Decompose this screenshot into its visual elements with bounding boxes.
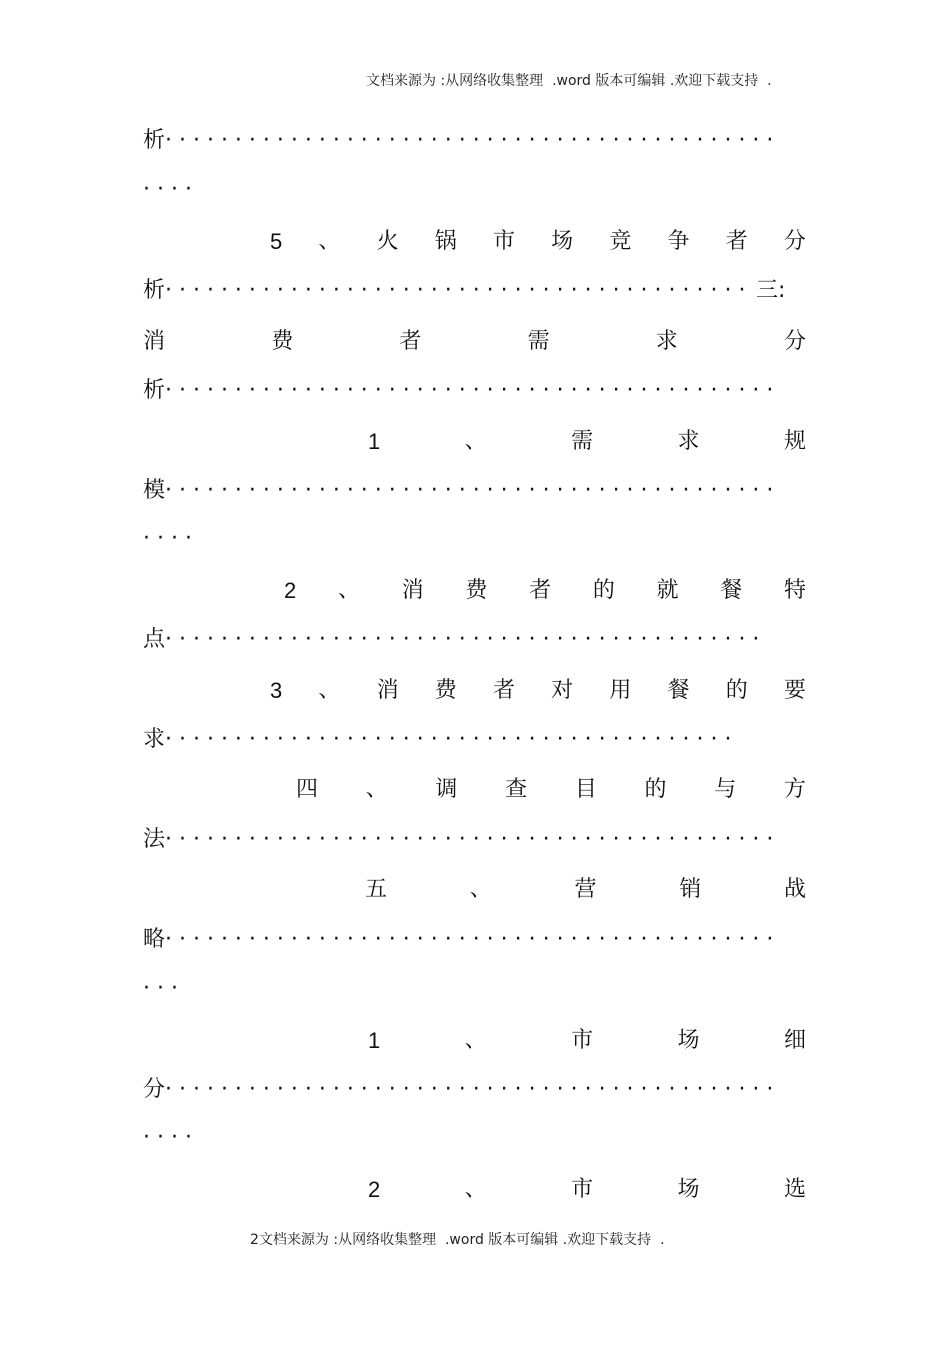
toc-char: 五	[365, 877, 388, 902]
toc-char: 求	[677, 429, 700, 454]
toc-char: 、	[464, 1028, 487, 1053]
toc-line: · · · ·	[143, 1125, 192, 1150]
toc-char: 消	[401, 578, 424, 603]
toc-char: 与	[714, 777, 737, 802]
toc-char: 求	[655, 329, 678, 354]
toc-char: 竞	[609, 229, 632, 254]
toc-char: 、	[318, 229, 341, 254]
toc-char: 的	[592, 578, 615, 603]
toc-line: 析· · · · · · · · · · · · · · · · · · · · · · · · · · · · · · · · · · · · · · · · · · · ·	[143, 378, 774, 403]
toc-char: 需	[571, 429, 594, 454]
toc-line: · · · ·	[143, 177, 192, 202]
toc-char: 者	[725, 229, 748, 254]
toc-char: 费	[434, 678, 457, 703]
toc-line: 求· · · · · · · · · · · · · · · · · · · · · · · · · · · · · · · · · · · · · · · · ·	[143, 727, 732, 752]
toc-line: 模· · · · · · · · · · · · · · · · · · · · · · · · · · · · · · · · · · · · · · · · · · · ·	[143, 478, 774, 503]
toc-char: 场	[677, 1028, 700, 1053]
toc-char: 场	[551, 229, 574, 254]
toc-char: 2	[368, 1177, 381, 1202]
toc-heading-dining-features	[284, 577, 806, 605]
toc-char: 消	[376, 678, 399, 703]
toc-char: 特	[783, 578, 806, 603]
toc-heading-market-segmentation	[368, 1027, 806, 1055]
toc-char: 5	[270, 229, 283, 254]
toc-char: 场	[677, 1177, 700, 1202]
toc-char: 营	[574, 877, 597, 902]
toc-char: 查	[505, 777, 528, 802]
toc-line: 点· · · · · · · · · · · · · · · · · · · · · · · · · · · · · · · · · · · · · · · · · · ·	[143, 627, 760, 652]
toc-line-tail: 三:	[756, 278, 786, 303]
toc-char: 2	[284, 578, 297, 603]
toc-char: 消	[143, 329, 166, 354]
toc-char: 四	[296, 777, 319, 802]
toc-char: 战	[783, 877, 806, 902]
toc-char: 目	[574, 777, 597, 802]
toc-char: 火	[376, 229, 399, 254]
toc-char: 选	[783, 1177, 806, 1202]
toc-heading-competitor-analysis	[270, 228, 806, 256]
toc-heading-demand-scale	[368, 428, 806, 456]
toc-line: 略· · · · · · · · · · · · · · · · · · · · · · · · · · · · · · · · · · · · · · · · · · · ·	[143, 927, 774, 952]
toc-char: 的	[725, 678, 748, 703]
toc-char: 销	[679, 877, 702, 902]
toc-char: 细	[783, 1028, 806, 1053]
toc-char: 费	[271, 329, 294, 354]
toc-char: 的	[644, 777, 667, 802]
toc-char: 分	[783, 229, 806, 254]
page-header: 文档来源为 :从网络收集整理 .word 版本可编辑 .欢迎下载支持 .	[366, 73, 772, 89]
toc-char: 要	[783, 678, 806, 703]
toc-char: 规	[783, 429, 806, 454]
toc-char: 者	[399, 329, 422, 354]
toc-line: 析· · · · · · · · · · · · · · · · · · · · · · · · · · · · · · · · · · · · · · · · · ·	[143, 278, 746, 303]
toc-char: 用	[609, 678, 632, 703]
toc-char: 市	[492, 229, 515, 254]
toc-heading-survey-method	[296, 776, 806, 804]
toc-line: 法· · · · · · · · · · · · · · · · · · · · · · · · · · · · · · · · · · · · · · · · · · · ·	[143, 827, 774, 852]
toc-char: 方	[783, 777, 806, 802]
toc-char: 调	[435, 777, 458, 802]
toc-heading-market-selection	[368, 1176, 806, 1204]
toc-char: 、	[469, 877, 492, 902]
toc-char: 餐	[720, 578, 743, 603]
toc-char: 1	[368, 1028, 381, 1053]
toc-char: 争	[667, 229, 690, 254]
toc-heading-dining-requirements	[270, 677, 806, 705]
toc-heading-consumer-demand	[143, 328, 806, 356]
toc-line: 析· · · · · · · · · · · · · · · · · · · · · · · · · · · · · · · · · · · · · · · · · · · ·	[143, 128, 774, 153]
toc-char: 就	[656, 578, 679, 603]
toc-char: 需	[527, 329, 550, 354]
toc-char: 餐	[667, 678, 690, 703]
toc-char: 对	[551, 678, 574, 703]
toc-line: 分· · · · · · · · · · · · · · · · · · · · · · · · · · · · · · · · · · · · · · · · · · · ·	[143, 1077, 774, 1102]
toc-char: 者	[492, 678, 515, 703]
toc-char: 、	[464, 1177, 487, 1202]
toc-char: 分	[783, 329, 806, 354]
toc-char: 市	[571, 1177, 594, 1202]
toc-char: 锅	[434, 229, 457, 254]
toc-char: 、	[318, 678, 341, 703]
toc-char: 、	[337, 578, 360, 603]
toc-heading-marketing-strategy	[365, 876, 806, 904]
toc-char: 1	[368, 429, 381, 454]
toc-char: 市	[571, 1028, 594, 1053]
toc-line: · · · ·	[143, 526, 192, 551]
toc-char: 、	[464, 429, 487, 454]
toc-line: · · ·	[143, 976, 178, 1001]
toc-char: 、	[365, 777, 388, 802]
page-footer: 2文档来源为 :从网络收集整理 .word 版本可编辑 .欢迎下载支持 .	[250, 1232, 665, 1248]
toc-char: 者	[529, 578, 552, 603]
toc-char: 3	[270, 678, 283, 703]
toc-char: 费	[465, 578, 488, 603]
